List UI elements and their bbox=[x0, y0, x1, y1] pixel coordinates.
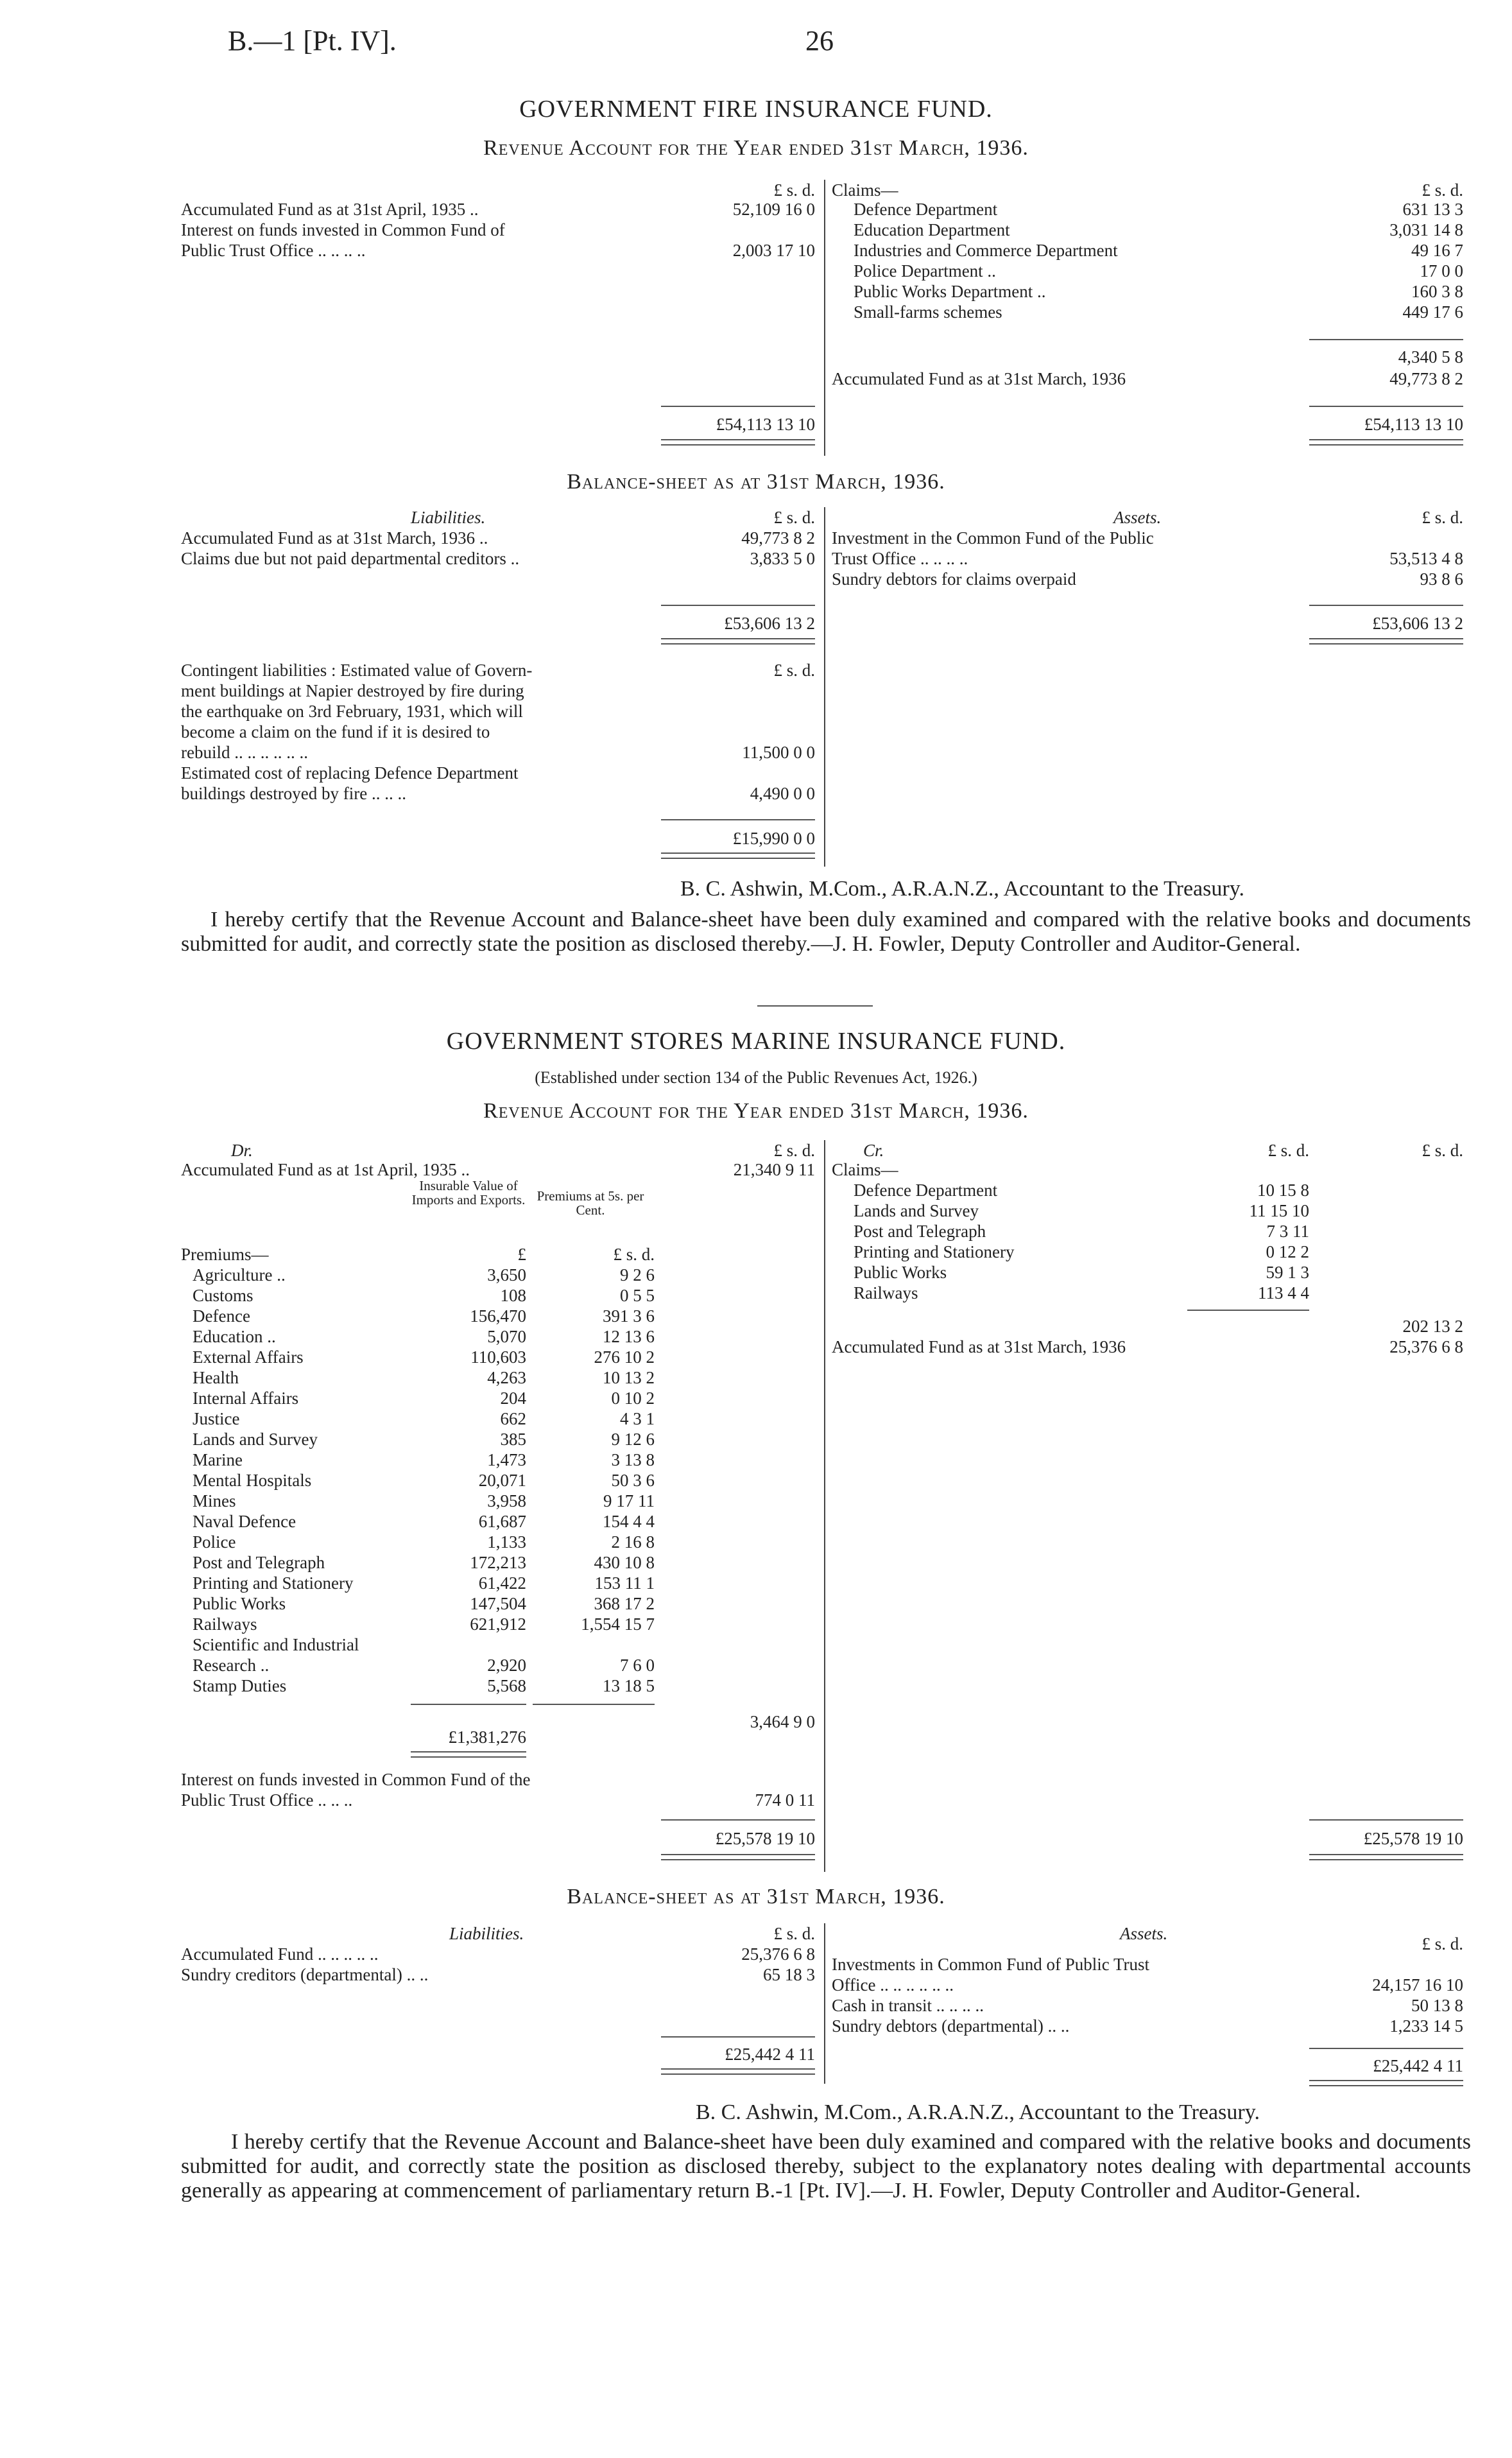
fire-claim-label-2: Industries and Commerce Department bbox=[854, 241, 1118, 260]
marine-asset-col-header: £ s. d. bbox=[1422, 1934, 1463, 1953]
fire-assets-head: Assets. bbox=[1113, 508, 1162, 527]
fire-asset-value-2: 93 8 6 bbox=[1420, 569, 1463, 589]
premium-amount-3: 12 13 6 bbox=[603, 1327, 655, 1346]
premium-dept-3: Education .. bbox=[193, 1327, 276, 1346]
marine-signature: B. C. Ashwin, M.Com., A.R.A.N.Z., Accountant to the Treasury. bbox=[696, 2100, 1260, 2124]
fire-acc-fund-value: 49,773 8 2 bbox=[1389, 369, 1463, 388]
marine-claim-label-3: Printing and Stationery bbox=[854, 1242, 1015, 1261]
premium-insurable-7: 662 bbox=[500, 1409, 526, 1428]
premium-insurable-20: 5,568 bbox=[487, 1676, 526, 1695]
section-separator bbox=[757, 1005, 873, 1007]
fire-balance-title: Balance-sheet as at 31st March, 1936. bbox=[567, 470, 945, 494]
fire-left-label-0: Accumulated Fund as at 31st April, 1935 .. bbox=[181, 200, 479, 219]
premium-dept-4: External Affairs bbox=[193, 1347, 304, 1367]
premium-amount-8: 9 12 6 bbox=[611, 1430, 655, 1449]
marine-claims-rule bbox=[1187, 1310, 1309, 1311]
fire-certificate: I hereby certify that the Revenue Account and Balance-sheet have been duly examined and compared with the relative books and documents submitted for audit, and correctly state the position as disclosed thereby.—J. H. Fowler, Deputy Controller and Auditor-General. bbox=[181, 908, 1471, 956]
fire-acc-fund-label: Accumulated Fund as at 31st March, 1936 bbox=[832, 369, 1126, 388]
premium-insurable-15: 61,422 bbox=[478, 1573, 526, 1593]
marine-right-rule bbox=[1309, 1819, 1463, 1821]
fire-revenue-divider bbox=[824, 180, 825, 456]
fire-claim-value-3: 17 0 0 bbox=[1420, 261, 1463, 281]
premium-dept-12: Naval Defence bbox=[193, 1512, 296, 1531]
marine-asset-rule bbox=[1309, 2048, 1463, 2049]
marine-certificate: I hereby certify that the Revenue Account and Balance-sheet have been duly examined and compared with the relative books and documents submitted for audit, and correctly state the position as disclosed thereby, subject to the explanatory notes dealing with departmental accounts generally as appearing at commencement of parliamentary return B.-1 [Pt. IV].—J. H. Fowler, Deputy Controller and Auditor-General. bbox=[181, 2130, 1471, 2203]
marine-claims-label: Claims— bbox=[832, 1160, 898, 1179]
fire-left-total: £54,113 13 10 bbox=[716, 415, 815, 434]
fire-asset-label-1: Trust Office .. .. .. .. bbox=[832, 549, 968, 568]
premium-amount-5: 10 13 2 bbox=[603, 1368, 655, 1387]
fire-liab-label-1: Claims due but not paid departmental creditors .. bbox=[181, 549, 520, 568]
premium-insurable-1: 108 bbox=[500, 1286, 526, 1305]
premium-insurable-19: 2,920 bbox=[487, 1656, 526, 1675]
premium-insurable-0: 3,650 bbox=[487, 1265, 526, 1285]
marine-left-total: £25,578 19 10 bbox=[715, 1829, 815, 1848]
premium-amount-20: 13 18 5 bbox=[603, 1676, 655, 1695]
fire-right-double-rule bbox=[1309, 439, 1463, 446]
fire-left-value-2: 2,003 17 10 bbox=[732, 241, 815, 260]
premium-dept-14: Post and Telegraph bbox=[193, 1553, 325, 1572]
fire-claim-label-1: Education Department bbox=[854, 220, 1010, 239]
fire-cont-line-3: become a claim on the fund if it is desired to bbox=[181, 722, 490, 741]
premium-amount-13: 2 16 8 bbox=[611, 1532, 655, 1552]
fire-claim-value-5: 449 17 6 bbox=[1402, 302, 1463, 322]
marine-insurable-total: £1,381,276 bbox=[448, 1727, 526, 1747]
marine-left-rule bbox=[661, 1819, 815, 1821]
marine-asset-value-3: 1,233 14 5 bbox=[1389, 2016, 1463, 2036]
fire-claims-subtotal: 4,340 5 8 bbox=[1398, 347, 1463, 367]
marine-balance-title: Balance-sheet as at 31st March, 1936. bbox=[567, 1885, 945, 1908]
premium-dept-8: Lands and Survey bbox=[193, 1430, 318, 1449]
premium-dept-15: Printing and Stationery bbox=[193, 1573, 354, 1593]
marine-acc-open-label: Accumulated Fund as at 1st April, 1935 .. bbox=[181, 1160, 470, 1179]
fire-cont-total: £15,990 0 0 bbox=[732, 829, 815, 848]
fire-left-label-1: Interest on funds invested in Common Fund of bbox=[181, 220, 505, 239]
fire-asset-total: £53,606 13 2 bbox=[1372, 614, 1463, 633]
fire-claim-label-4: Public Works Department .. bbox=[854, 282, 1046, 301]
marine-interest-line-2: Public Trust Office .. .. .. bbox=[181, 1790, 353, 1810]
fire-asset-label-2: Sundry debtors for claims overpaid bbox=[832, 569, 1076, 589]
marine-established-note: (Established under section 134 of the Public Revenues Act, 1926.) bbox=[535, 1068, 977, 1087]
fire-asset-col-header: £ s. d. bbox=[1422, 508, 1463, 527]
premium-dept-11: Mines bbox=[193, 1491, 236, 1510]
marine-interest-value: 774 0 11 bbox=[755, 1790, 815, 1810]
marine-claims-total: 202 13 2 bbox=[1402, 1317, 1463, 1336]
fire-liab-total: £53,606 13 2 bbox=[724, 614, 815, 633]
fire-right-col-header: £ s. d. bbox=[1422, 180, 1463, 200]
marine-revenue-divider bbox=[824, 1140, 825, 1872]
marine-liab-label-1: Sundry creditors (departmental) .. .. bbox=[181, 1965, 429, 1984]
premium-insurable-9: 1,473 bbox=[487, 1450, 526, 1469]
premium-amount-11: 9 17 11 bbox=[603, 1491, 655, 1510]
marine-claim-value-5: 113 4 4 bbox=[1258, 1283, 1309, 1303]
marine-claim-value-0: 10 15 8 bbox=[1257, 1181, 1309, 1200]
marine-insurable-double-rule bbox=[411, 1751, 526, 1758]
marine-cr: Cr. bbox=[863, 1141, 884, 1160]
marine-asset-label-0: Investments in Common Fund of Public Trust bbox=[832, 1955, 1150, 1974]
marine-liab-total: £25,442 4 11 bbox=[725, 2045, 815, 2064]
fire-claim-label-0: Defence Department bbox=[854, 200, 998, 219]
fire-left-col-header: £ s. d. bbox=[773, 180, 815, 200]
premium-amount-17: 1,554 15 7 bbox=[581, 1614, 655, 1634]
premium-amount-12: 154 4 4 bbox=[603, 1512, 655, 1531]
marine-interest-line-1: Interest on funds invested in Common Fund of the bbox=[181, 1770, 531, 1789]
marine-premium-total: 3,464 9 0 bbox=[750, 1712, 815, 1731]
marine-asset-value-1: 24,157 16 10 bbox=[1372, 1975, 1463, 1995]
fire-claim-value-1: 3,031 14 8 bbox=[1389, 220, 1463, 239]
marine-liab-value-0: 25,376 6 8 bbox=[741, 1944, 815, 1964]
fire-claim-label-5: Small-farms schemes bbox=[854, 302, 1002, 322]
premium-dept-1: Customs bbox=[193, 1286, 253, 1305]
fire-cont-double-rule bbox=[661, 853, 815, 859]
fire-right-rule bbox=[1309, 406, 1463, 407]
premium-dept-16: Public Works bbox=[193, 1594, 286, 1613]
premium-amount-4: 276 10 2 bbox=[594, 1347, 655, 1367]
premium-dept-5: Health bbox=[193, 1368, 239, 1387]
marine-asset-label-3: Sundry debtors (departmental) .. .. bbox=[832, 2016, 1070, 2036]
fire-liab-col-header: £ s. d. bbox=[773, 508, 815, 527]
fire-signature: B. C. Ashwin, M.Com., A.R.A.N.Z., Accountant to the Treasury. bbox=[680, 877, 1244, 901]
fire-asset-value-1: 53,513 4 8 bbox=[1389, 549, 1463, 568]
marine-liabilities-head: Liabilities. bbox=[449, 1924, 524, 1943]
marine-claims-col-header: £ s. d. bbox=[1267, 1141, 1309, 1160]
premium-insurable-4: 110,603 bbox=[470, 1347, 526, 1367]
fire-asset-double-rule bbox=[1309, 638, 1463, 645]
premium-amount-9: 3 13 8 bbox=[611, 1450, 655, 1469]
fire-claims-label: Claims— bbox=[832, 180, 898, 200]
premium-dept-0: Agriculture .. bbox=[193, 1265, 286, 1285]
marine-claim-label-0: Defence Department bbox=[854, 1181, 998, 1200]
fire-liab-rule bbox=[661, 605, 815, 606]
premium-dept-2: Defence bbox=[193, 1306, 250, 1326]
marine-fund-title: GOVERNMENT STORES MARINE INSURANCE FUND. bbox=[446, 1028, 1066, 1055]
marine-premium-header: Premiums at 5s. per Cent. bbox=[537, 1188, 644, 1218]
fire-cont-line-0: Contingent liabilities : Estimated value of Govern- bbox=[181, 661, 533, 680]
premium-insurable-10: 20,071 bbox=[478, 1471, 526, 1490]
marine-liab-double-rule bbox=[661, 2068, 815, 2075]
premium-insurable-2: 156,470 bbox=[470, 1306, 526, 1326]
premium-amount-2: 391 3 6 bbox=[603, 1306, 655, 1326]
fire-fund-title: GOVERNMENT FIRE INSURANCE FUND. bbox=[519, 96, 993, 123]
fire-asset-label-0: Investment in the Common Fund of the Public bbox=[832, 528, 1154, 548]
fire-cont-line-6: buildings destroyed by fire .. .. .. bbox=[181, 784, 406, 803]
fire-liab-value-1: 3,833 5 0 bbox=[750, 549, 815, 568]
marine-claim-label-1: Lands and Survey bbox=[854, 1201, 979, 1220]
fire-claim-value-4: 160 3 8 bbox=[1411, 282, 1463, 301]
marine-liab-value-1: 65 18 3 bbox=[763, 1965, 815, 1984]
fire-left-label-2: Public Trust Office .. .. .. .. bbox=[181, 241, 366, 260]
premium-dept-20: Stamp Duties bbox=[193, 1676, 287, 1695]
marine-liab-label-0: Accumulated Fund .. .. .. .. .. bbox=[181, 1944, 379, 1964]
fire-claim-value-2: 49 16 7 bbox=[1411, 241, 1463, 260]
premium-amount-15: 153 11 1 bbox=[594, 1573, 655, 1593]
premium-insurable-16: 147,504 bbox=[470, 1594, 526, 1613]
fire-cont-col-header: £ s. d. bbox=[773, 661, 815, 680]
marine-left-col-header: £ s. d. bbox=[773, 1141, 815, 1160]
fire-liab-double-rule bbox=[661, 638, 815, 645]
marine-revenue-title: Revenue Account for the Year ended 31st March, 1936. bbox=[483, 1099, 1029, 1123]
marine-asset-label-1: Office .. .. .. .. .. .. bbox=[832, 1975, 954, 1995]
fire-cont-line-2: the earthquake on 3rd February, 1931, which will bbox=[181, 702, 523, 721]
premium-insurable-14: 172,213 bbox=[470, 1553, 526, 1572]
marine-asset-value-2: 50 13 8 bbox=[1411, 1996, 1463, 2015]
premium-dept-19: Research .. bbox=[193, 1656, 270, 1675]
marine-right-double-rule bbox=[1309, 1854, 1463, 1860]
marine-premium-unit: £ s. d. bbox=[613, 1245, 655, 1264]
fire-balance-divider bbox=[824, 507, 825, 867]
fire-right-total: £54,113 13 10 bbox=[1364, 415, 1463, 434]
fire-left-rule bbox=[661, 406, 815, 407]
premium-insurable-12: 61,687 bbox=[478, 1512, 526, 1531]
fire-left-value-0: 52,109 16 0 bbox=[732, 200, 815, 219]
premium-amount-14: 430 10 8 bbox=[594, 1553, 655, 1572]
fire-cont-line-5: Estimated cost of replacing Defence Department bbox=[181, 763, 519, 783]
premium-insurable-6: 204 bbox=[500, 1389, 526, 1408]
fire-liab-label-0: Accumulated Fund as at 31st March, 1936 .. bbox=[181, 528, 488, 548]
premium-amount-19: 7 6 0 bbox=[620, 1656, 655, 1675]
marine-claim-label-4: Public Works bbox=[854, 1263, 947, 1282]
marine-claim-value-1: 11 15 10 bbox=[1249, 1201, 1309, 1220]
marine-left-double-rule bbox=[661, 1854, 815, 1860]
premium-insurable-5: 4,263 bbox=[487, 1368, 526, 1387]
marine-asset-double-rule bbox=[1309, 2080, 1463, 2086]
marine-insurable-rule bbox=[411, 1704, 526, 1705]
premium-amount-1: 0 5 5 bbox=[620, 1286, 655, 1305]
premium-dept-6: Internal Affairs bbox=[193, 1389, 299, 1408]
premium-dept-9: Marine bbox=[193, 1450, 243, 1469]
fire-cont-line-1: ment buildings at Napier destroyed by fire during bbox=[181, 681, 524, 700]
premium-insurable-13: 1,133 bbox=[487, 1532, 526, 1552]
premium-dept-13: Police bbox=[193, 1532, 236, 1552]
marine-right-col-header: £ s. d. bbox=[1422, 1141, 1463, 1160]
marine-acc-close-label: Accumulated Fund as at 31st March, 1936 bbox=[832, 1337, 1126, 1356]
marine-acc-open-value: 21,340 9 11 bbox=[733, 1160, 815, 1179]
premium-dept-18: Scientific and Industrial bbox=[193, 1635, 359, 1654]
marine-assets-head: Assets. bbox=[1120, 1924, 1168, 1943]
premium-dept-10: Mental Hospitals bbox=[193, 1471, 312, 1490]
premium-insurable-17: 621,912 bbox=[470, 1614, 526, 1634]
premium-dept-17: Railways bbox=[193, 1614, 257, 1634]
marine-liab-col-header: £ s. d. bbox=[773, 1924, 815, 1943]
fire-left-double-rule bbox=[661, 439, 815, 446]
fire-liab-value-0: 49,773 8 2 bbox=[741, 528, 815, 548]
marine-claim-value-2: 7 3 11 bbox=[1266, 1222, 1309, 1241]
page-number: 26 bbox=[805, 25, 834, 56]
fire-claim-label-3: Police Department .. bbox=[854, 261, 996, 281]
premium-amount-0: 9 2 6 bbox=[620, 1265, 655, 1285]
fire-cont-value-1: 11,500 0 0 bbox=[742, 743, 815, 762]
fire-liabilities-head: Liabilities. bbox=[411, 508, 486, 527]
marine-insurable-header: Insurable Value of Imports and Exports. bbox=[411, 1178, 526, 1207]
fire-cont-rule bbox=[661, 819, 815, 820]
marine-asset-total: £25,442 4 11 bbox=[1373, 2056, 1463, 2075]
fire-cont-line-4: rebuild .. .. .. .. .. .. bbox=[181, 743, 308, 762]
marine-premiums-label: Premiums— bbox=[181, 1245, 269, 1264]
fire-asset-rule bbox=[1309, 605, 1463, 606]
marine-liab-rule bbox=[661, 2036, 815, 2038]
fire-claim-value-0: 631 13 3 bbox=[1402, 200, 1463, 219]
marine-claim-value-3: 0 12 2 bbox=[1266, 1242, 1309, 1261]
premium-amount-7: 4 3 1 bbox=[620, 1409, 655, 1428]
fire-cont-value-2: 4,490 0 0 bbox=[750, 784, 815, 803]
premium-amount-16: 368 17 2 bbox=[594, 1594, 655, 1613]
marine-claim-label-5: Railways bbox=[854, 1283, 918, 1303]
premium-amount-6: 0 10 2 bbox=[611, 1389, 655, 1408]
marine-acc-close-value: 25,376 6 8 bbox=[1389, 1337, 1463, 1356]
marine-claim-value-4: 59 1 3 bbox=[1266, 1263, 1309, 1282]
fire-claims-rule bbox=[1309, 339, 1463, 340]
marine-dr: Dr. bbox=[231, 1141, 253, 1160]
marine-balance-divider bbox=[824, 1923, 825, 2084]
premium-insurable-3: 5,070 bbox=[487, 1327, 526, 1346]
premium-insurable-11: 3,958 bbox=[487, 1491, 526, 1510]
fire-revenue-title: Revenue Account for the Year ended 31st March, 1936. bbox=[483, 136, 1029, 160]
return-reference: B.—1 [Pt. IV]. bbox=[228, 25, 397, 56]
marine-right-total: £25,578 19 10 bbox=[1363, 1829, 1463, 1848]
marine-claim-label-2: Post and Telegraph bbox=[854, 1222, 986, 1241]
premium-dept-7: Justice bbox=[193, 1409, 240, 1428]
premium-insurable-8: 385 bbox=[500, 1430, 526, 1449]
marine-premium-rule bbox=[533, 1704, 655, 1705]
premium-amount-10: 50 3 6 bbox=[611, 1471, 655, 1490]
marine-asset-label-2: Cash in transit .. .. .. .. bbox=[832, 1996, 984, 2015]
marine-insurable-unit: £ bbox=[517, 1245, 526, 1264]
